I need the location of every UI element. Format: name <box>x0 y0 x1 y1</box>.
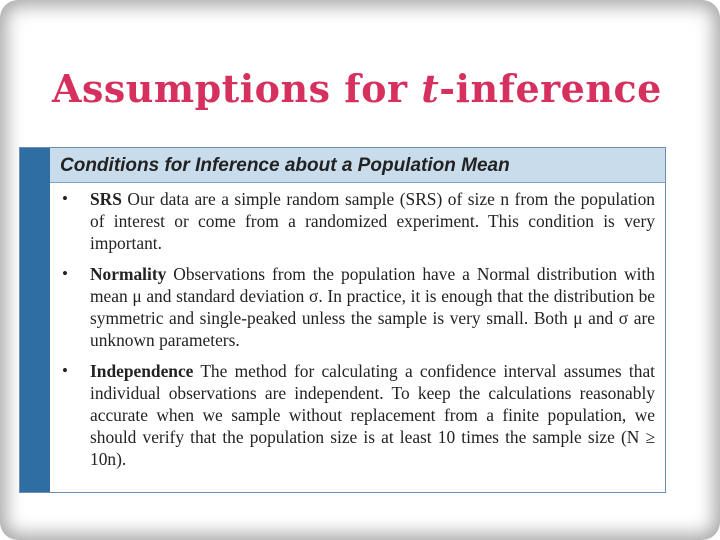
condition-item-independence <box>50 360 655 470</box>
condition-item-normality <box>50 263 655 351</box>
title-italic: t <box>421 66 440 111</box>
title-main: Assumptions for <box>52 66 422 111</box>
box-side-bar <box>20 148 50 492</box>
condition-text: The method for calculating a confidence interval assumes that individual observations are independent. To keep the calculations reasonably accurate when we sample without replacement from a finite population, we should verify that the population size is at least 10 times the sample size (N ≥ 10n). <box>90 361 655 469</box>
condition-text: Our data are a simple random sample (SRS) of size n from the population of interest or come from a randomized experiment. This condition is very important. <box>90 189 655 253</box>
page-title <box>52 66 662 111</box>
box-header <box>50 148 665 183</box>
conditions-box <box>19 147 666 493</box>
box-title: Conditions for Inference about a Population Mean <box>60 155 510 176</box>
condition-item-srs <box>50 188 655 254</box>
condition-term: Independence <box>90 361 194 381</box>
condition-list <box>50 188 655 479</box>
bullet-icon: • <box>62 361 68 380</box>
bullet-icon: • <box>62 264 68 283</box>
condition-term: SRS <box>90 189 122 209</box>
title-rest: -inference <box>439 66 662 111</box>
condition-term: Normality <box>90 264 167 284</box>
bullet-icon: • <box>62 189 68 208</box>
condition-text: Observations from the population have a Normal distribution with mean μ and standard deviation σ. In practice, it is enough that the distribution be symmetric and single-peaked unless the sample is very small. Both μ and σ are unknown parameters. <box>90 264 655 350</box>
